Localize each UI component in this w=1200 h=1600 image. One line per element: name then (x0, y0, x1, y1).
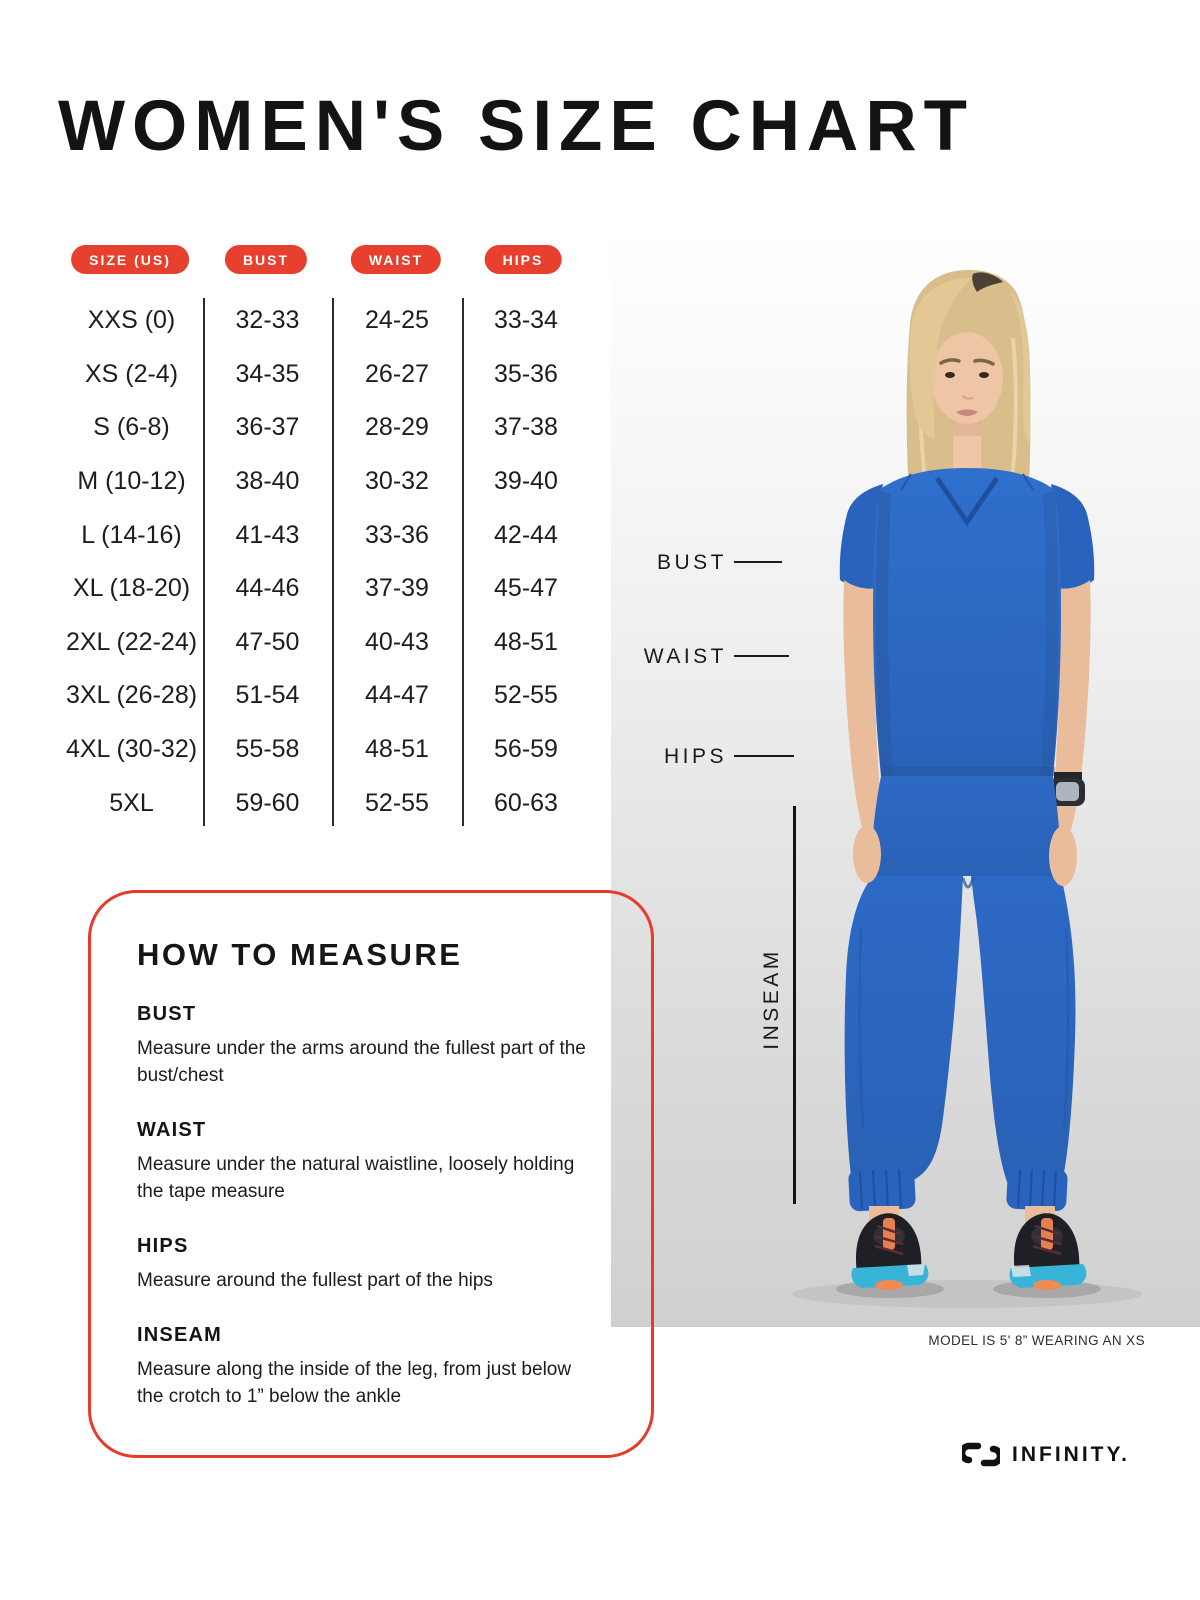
bust-cell: 59-60 (235, 788, 300, 817)
header-pill-bust: BUST (225, 245, 307, 274)
bust-callout-label: BUST (656, 551, 727, 574)
hips-cell: 42-44 (494, 520, 558, 549)
bust-cell: 44-46 (235, 574, 300, 603)
waist-cell: 40-43 (365, 627, 429, 656)
hips-cell: 45-47 (494, 574, 558, 603)
size-cell: 5XL (109, 788, 154, 817)
header-pill-waist: WAIST (351, 245, 441, 274)
inseam-callout-line (793, 806, 796, 1204)
hips-cell: 33-34 (494, 306, 558, 335)
bust-cell: 36-37 (235, 413, 300, 442)
header-pill-size: SIZE (US) (71, 245, 189, 274)
measure-section-text-waist: Measure under the natural waistline, loosely holding the tape measure (137, 1154, 575, 1202)
size-cell: 2XL (22-24) (65, 627, 198, 656)
bust-cell: 32-33 (235, 306, 300, 335)
bust-callout-line (734, 561, 782, 563)
hips-cell: 56-59 (494, 735, 558, 764)
model-caption: MODEL IS 5' 8” WEARING AN XS (928, 1333, 1145, 1348)
hips-callout-label: HIPS (663, 745, 727, 768)
waist-callout-label: WAIST (643, 645, 727, 668)
brand-name: INFINITY. (1012, 1442, 1131, 1466)
bust-cell: 55-58 (235, 735, 300, 764)
measure-section-heading-waist: WAIST (137, 1119, 207, 1141)
header-pill-hips: HIPS (485, 245, 562, 274)
size-table (60, 228, 590, 838)
bust-cell: 34-35 (235, 359, 300, 388)
hips-cell: 48-51 (494, 627, 558, 656)
waist-cell: 26-27 (365, 359, 429, 388)
measure-section-heading-bust: BUST (137, 1003, 197, 1025)
waist-cell: 37-39 (365, 574, 429, 603)
size-cell: 4XL (30-32) (65, 735, 198, 764)
hips-cell: 39-40 (494, 467, 558, 496)
waist-cell: 48-51 (365, 735, 429, 764)
page-title: WOMEN'S SIZE CHART (58, 87, 974, 166)
waist-callout-line (734, 655, 789, 657)
measure-section-heading-hips: HIPS (137, 1235, 189, 1257)
waist-cell: 30-32 (365, 467, 429, 496)
size-cell: XS (2-4) (84, 359, 179, 388)
measure-section-text-hips: Measure around the fullest part of the hips (137, 1270, 493, 1291)
how-to-measure-title: HOW TO MEASURE (137, 937, 463, 972)
hips-cell: 37-38 (494, 413, 558, 442)
waist-cell: 44-47 (365, 681, 429, 710)
hips-cell: 35-36 (494, 359, 558, 388)
size-cell: M (10-12) (77, 467, 186, 496)
size-cell: XXS (0) (87, 306, 176, 335)
size-cell: 3XL (26-28) (65, 681, 198, 710)
bust-cell: 47-50 (235, 627, 300, 656)
bust-cell: 51-54 (235, 681, 300, 710)
measure-section-text-inseam: Measure along the inside of the leg, from just below the crotch to 1” below the ankle (137, 1359, 572, 1407)
waist-cell: 28-29 (365, 413, 429, 442)
measure-section-heading-inseam: INSEAM (137, 1324, 222, 1346)
hips-callout-line (734, 755, 794, 757)
model-photo (611, 228, 1200, 1327)
bust-cell: 41-43 (235, 520, 300, 549)
size-table-rows (60, 294, 590, 830)
waist-cell: 24-25 (365, 306, 429, 335)
hips-cell: 52-55 (494, 681, 558, 710)
size-cell: S (6-8) (93, 413, 170, 442)
waist-cell: 52-55 (365, 788, 429, 817)
waist-cell: 33-36 (365, 520, 429, 549)
how-to-measure-box (88, 890, 654, 1458)
measure-section-text-bust: Measure under the arms around the fullest part of the bust/chest (137, 1038, 586, 1086)
size-cell: XL (18-20) (72, 574, 191, 603)
hips-cell: 60-63 (494, 788, 558, 817)
bust-cell: 38-40 (235, 467, 300, 496)
brand-logo (962, 1441, 1130, 1468)
size-cell: L (14-16) (81, 520, 182, 549)
inseam-callout-label: INSEAM (760, 948, 783, 1050)
infinity-icon (962, 1441, 1000, 1468)
model-illustration (611, 228, 1200, 1327)
